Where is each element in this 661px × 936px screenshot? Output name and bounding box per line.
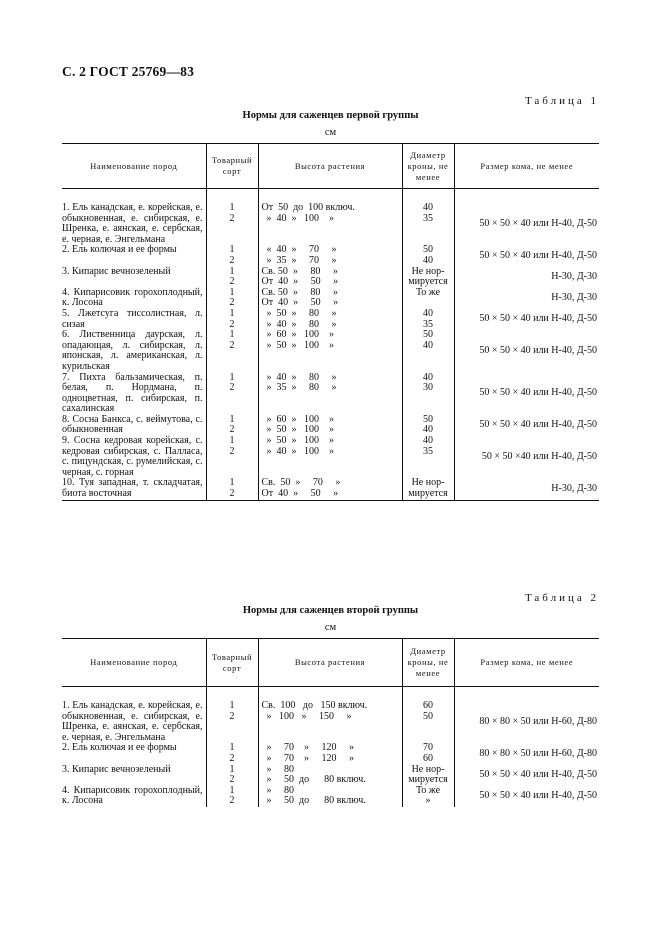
height-cell-line: » 35 » 70 » xyxy=(261,254,337,266)
height-cell xyxy=(258,330,402,372)
crown-cell-line: 50 xyxy=(423,710,433,722)
crown-cell xyxy=(402,478,454,500)
root-ball-size: Н-30, Д-30 xyxy=(454,267,599,288)
root-ball-size: 50 × 50 × 40 или Н-40, Д-50 xyxy=(454,245,599,266)
height-cell-line: От 40 » 50 » xyxy=(261,297,339,309)
crown-cell xyxy=(402,203,454,245)
height-cell xyxy=(258,415,402,436)
grade-cell-line: 2 xyxy=(229,752,235,764)
grade-cell-line: 2 xyxy=(229,795,235,807)
height-cell xyxy=(258,288,402,309)
crown-cell xyxy=(402,765,454,786)
root-ball-size: 50 × 50 × 40 или Н-40, Д-50 xyxy=(454,330,599,372)
crown-cell xyxy=(402,743,454,764)
height-cell-line: » 70 » 120 » xyxy=(261,742,354,754)
grade-cell-line: 2 xyxy=(229,424,235,436)
crown-cell xyxy=(402,288,454,309)
header-grade: Товарный сорт xyxy=(206,144,258,189)
grade-cell-line: 1 xyxy=(229,700,235,711)
header-root: Размер кома, не менее xyxy=(454,639,599,687)
table1-title: Нормы для саженцев первой группы xyxy=(242,110,419,121)
crown-cell xyxy=(402,245,454,266)
table1-label: Таблица 1 xyxy=(524,95,599,107)
crown-cell-line: 50 xyxy=(423,244,433,256)
height-cell xyxy=(258,786,402,807)
grade-cell-line: 1 xyxy=(229,742,235,754)
crown-cell-line: 35 xyxy=(423,212,433,224)
root-ball-size: Н-30, Д-30 xyxy=(454,288,599,309)
spacer-cell xyxy=(62,687,206,702)
crown-cell-line: 40 xyxy=(423,202,433,213)
grade-cell-line: 2 xyxy=(229,212,235,224)
height-cell-line: » 40 » 80 » xyxy=(261,371,337,383)
height-cell-line: » 50 » 100 » xyxy=(261,424,334,436)
crown-cell-line: 35 xyxy=(423,318,433,330)
spacer-cell xyxy=(454,687,599,702)
height-cell xyxy=(258,309,402,330)
height-cell-line: » 100 » 150 » xyxy=(261,710,352,722)
root-ball-size: 80 × 80 × 50 или Н-60, Д-80 xyxy=(454,743,599,764)
crown-cell-line: 40 xyxy=(423,254,433,266)
crown-cell xyxy=(402,786,454,807)
height-cell-line: » 80 xyxy=(261,763,294,775)
height-cell-line: » 70 » 120 » xyxy=(261,752,354,764)
crown-cell-line: мируется xyxy=(408,774,448,786)
height-cell-line: От 40 » 50 » xyxy=(261,488,339,500)
height-cell-line: » 40 » 100 » xyxy=(261,212,334,224)
grade-cell xyxy=(206,786,258,807)
species-name: 10. Туя западная, т. складчатая, биота восточная xyxy=(62,478,206,500)
grade-cell xyxy=(206,309,258,330)
height-cell xyxy=(258,765,402,786)
species-name: 9. Сосна кедровая корейская, с. кедровая сибирская, с. Палласа, с. пицундская, с. румелийская, с. черная, с. горная xyxy=(62,435,203,478)
crown-cell-line: мируется xyxy=(408,276,448,288)
grade-cell xyxy=(206,373,258,415)
crown-cell-line: 60 xyxy=(423,700,433,711)
table2-unit: см xyxy=(324,622,337,633)
crown-cell-line: Не нор- xyxy=(411,763,445,775)
grade-cell-line: 1 xyxy=(229,763,235,775)
height-cell-line: От 40 » 50 » xyxy=(261,276,339,288)
header-crown: Диаметр кроны, не менее xyxy=(402,639,454,687)
height-cell xyxy=(258,373,402,415)
grade-cell xyxy=(206,267,258,288)
grade-cell-line: 2 xyxy=(229,297,235,309)
header-name: Наименование пород xyxy=(62,639,206,687)
height-cell-line: » 50 » 80 » xyxy=(261,307,337,319)
table-row xyxy=(62,415,599,436)
header-height: Высота растения xyxy=(258,639,402,687)
grade-cell-line: 1 xyxy=(229,307,235,319)
table-row xyxy=(62,478,599,500)
root-ball-size: 80 × 80 × 50 или Н-60, Д-80 xyxy=(454,701,599,743)
grade-cell xyxy=(206,415,258,436)
grade-cell-line: 1 xyxy=(229,371,235,383)
species-name: 3. Кипарис вечнозеленый xyxy=(62,763,171,775)
grade-cell-line: 1 xyxy=(229,265,235,277)
crown-cell-line: 40 xyxy=(423,435,433,447)
table2-title: Нормы для саженцев второй группы xyxy=(242,605,419,616)
table-row xyxy=(62,765,599,786)
spacer-cell xyxy=(402,189,454,204)
height-cell-line: » 60 » 100 » xyxy=(261,329,334,341)
crown-cell-line: Не нор- xyxy=(411,477,445,489)
grade-cell-line: 1 xyxy=(229,286,235,298)
crown-cell xyxy=(402,330,454,372)
height-cell xyxy=(258,245,402,266)
crown-cell-line: 70 xyxy=(423,742,433,754)
root-ball-size: 50 × 50 × 40 или Н-40, Д-50 xyxy=(454,203,599,245)
grade-cell xyxy=(206,330,258,372)
species-name: 2. Ель колючая и ее формы xyxy=(62,244,177,256)
crown-cell-line: Не нор- xyxy=(411,265,445,277)
species-name: 6. Лиственница даурская, л. опадающая, л. сибирская, л. японская, л. американская, л. курильская xyxy=(62,329,203,372)
header-grade: Товарный сорт xyxy=(206,639,258,687)
height-cell-line: Св. 50 » 70 » xyxy=(261,477,341,489)
species-name: 4. Кипарисовик горохоплодный, к. Лосона xyxy=(62,286,203,309)
header-height: Высота растения xyxy=(258,144,402,189)
spacer-cell xyxy=(402,687,454,702)
table-row xyxy=(62,786,599,807)
grade-cell-line: 2 xyxy=(229,445,235,457)
table1-unit: см xyxy=(324,127,337,138)
crown-cell-line: 40 xyxy=(423,424,433,436)
grade-cell xyxy=(206,701,258,743)
species-name: 3. Кипарис вечнозеленый xyxy=(62,265,171,277)
spacer-cell xyxy=(454,189,599,204)
crown-cell-line: 50 xyxy=(423,329,433,341)
crown-cell-line: мируется xyxy=(408,488,448,500)
height-cell-line: » 50 » 100 » xyxy=(261,339,334,351)
height-cell-line: » 40 » 100 » xyxy=(261,445,334,457)
crown-cell xyxy=(402,701,454,743)
table1-body xyxy=(62,189,599,501)
grade-cell-line: 2 xyxy=(229,488,235,500)
table-row xyxy=(62,309,599,330)
grade-cell xyxy=(206,203,258,245)
crown-cell xyxy=(402,436,454,478)
grade-cell-line: 1 xyxy=(229,435,235,447)
height-cell-line: » 50 до 80 включ. xyxy=(261,774,366,786)
grade-cell-line: 2 xyxy=(229,382,235,394)
table1 xyxy=(62,143,599,501)
height-cell-line: Св. 50 » 80 » xyxy=(261,286,338,298)
height-cell-line: » 80 xyxy=(261,784,294,796)
header-root: Размер кома, не менее xyxy=(454,144,599,189)
grade-cell-line: 2 xyxy=(229,318,235,330)
grade-cell xyxy=(206,245,258,266)
root-ball-size: 50 × 50 × 40 или Н-40, Д-50 xyxy=(454,786,599,807)
spacer-cell xyxy=(258,687,402,702)
table-row xyxy=(62,203,599,245)
crown-cell-line: 60 xyxy=(423,752,433,764)
species-name: 7. Пихта бальзамическая, п. белая, п. Нордмана, п. одноцветная, п. сибирская, п. сахалинская xyxy=(62,371,203,415)
species-name: 8. Сосна Банкса, с. веймутова, с. обыкновенная xyxy=(62,413,203,436)
crown-cell xyxy=(402,267,454,288)
height-cell-line: » 60 » 100 » xyxy=(261,413,334,425)
table-row xyxy=(62,436,599,478)
root-ball-size: Н-30, Д-30 xyxy=(454,478,599,500)
crown-cell-line: » xyxy=(425,795,431,807)
height-cell xyxy=(258,267,402,288)
page-header: С. 2 ГОСТ 25769—83 xyxy=(62,64,195,79)
height-cell xyxy=(258,203,402,245)
species-name: 5. Лжетсуга тиссолистная, л. сизая xyxy=(62,307,203,330)
grade-cell xyxy=(206,743,258,764)
spacer-cell xyxy=(206,189,258,204)
spacer-cell xyxy=(62,189,206,204)
grade-cell-line: 2 xyxy=(229,254,235,266)
height-cell-line: » 40 » 80 » xyxy=(261,318,337,330)
crown-cell-line: 50 xyxy=(423,413,433,425)
grade-cell-line: 1 xyxy=(229,784,235,796)
height-cell xyxy=(258,701,402,743)
header-name: Наименование пород xyxy=(62,144,206,189)
height-cell-line: От 50 до 100 включ. xyxy=(261,202,355,213)
grade-cell-line: 1 xyxy=(229,413,235,425)
crown-cell-line: То же xyxy=(415,784,441,796)
table-row xyxy=(62,245,599,266)
root-ball-size: 50 × 50 × 40 или Н-40, Д-50 xyxy=(454,765,599,786)
table-row xyxy=(62,267,599,288)
grade-cell-line: 2 xyxy=(229,276,235,288)
height-cell-line: » 50 » 100 » xyxy=(261,435,334,447)
species-name: 2. Ель колючая и ее формы xyxy=(62,742,177,754)
crown-cell xyxy=(402,309,454,330)
crown-cell-line: 40 xyxy=(423,371,433,383)
grade-cell-line: 2 xyxy=(229,710,235,722)
species-name: 4. Кипарисовик горохоплодный, к. Лосона xyxy=(62,784,203,807)
table-row xyxy=(62,330,599,372)
spacer-cell xyxy=(258,189,402,204)
crown-cell xyxy=(402,373,454,415)
height-cell-line: « 40 » 70 » xyxy=(261,244,337,256)
species-name: 1. Ель канадская, е. корейская, е. обыкновенная, е. сибирская, е. Шренка, е. аянская, е. сербская, е. черная, е. Энгельмана xyxy=(62,700,203,743)
table-row xyxy=(62,701,599,743)
crown-cell-line: 30 xyxy=(423,382,433,394)
grade-cell-line: 1 xyxy=(229,477,235,489)
height-cell-line: » 50 до 80 включ. xyxy=(261,795,366,807)
grade-cell xyxy=(206,436,258,478)
spacer-cell xyxy=(206,687,258,702)
grade-cell xyxy=(206,478,258,500)
grade-cell-line: 2 xyxy=(229,339,235,351)
root-ball-size: 50 × 50 ×40 или Н-40, Д-50 xyxy=(454,436,599,478)
grade-cell-line: 1 xyxy=(229,329,235,341)
crown-cell xyxy=(402,415,454,436)
crown-cell-line: 40 xyxy=(423,307,433,319)
height-cell-line: Св. 50 » 80 » xyxy=(261,265,338,277)
grade-cell-line: 2 xyxy=(229,774,235,786)
table2-body xyxy=(62,687,599,807)
grade-cell-line: 1 xyxy=(229,202,235,213)
root-ball-size: 50 × 50 × 40 или Н-40, Д-50 xyxy=(454,415,599,436)
grade-cell xyxy=(206,288,258,309)
grade-cell-line: 1 xyxy=(229,244,235,256)
root-ball-size: 50 × 50 × 40 или Н-40, Д-50 xyxy=(454,373,599,415)
species-name: 1. Ель канадская, е. корейская, е. обыкновенная, е. сибирская, е. Шренка, е. аянская, е. сербская, е. черная, е. Энгельмана xyxy=(62,202,203,245)
crown-cell-line: 35 xyxy=(423,445,433,457)
crown-cell-line: То же xyxy=(415,286,441,298)
table-row xyxy=(62,288,599,309)
table2 xyxy=(62,638,599,807)
table2-label: Таблица 2 xyxy=(524,592,599,604)
height-cell xyxy=(258,743,402,764)
table-row xyxy=(62,743,599,764)
root-ball-size: 50 × 50 × 40 или Н-40, Д-50 xyxy=(454,309,599,330)
height-cell xyxy=(258,478,402,500)
height-cell-line: Св. 100 до 150 включ. xyxy=(261,700,368,711)
height-cell-line: » 35 » 80 » xyxy=(261,382,337,394)
header-crown: Диаметр кроны, не менее xyxy=(402,144,454,189)
height-cell xyxy=(258,436,402,478)
crown-cell-line: 40 xyxy=(423,339,433,351)
grade-cell xyxy=(206,765,258,786)
table-row xyxy=(62,373,599,415)
